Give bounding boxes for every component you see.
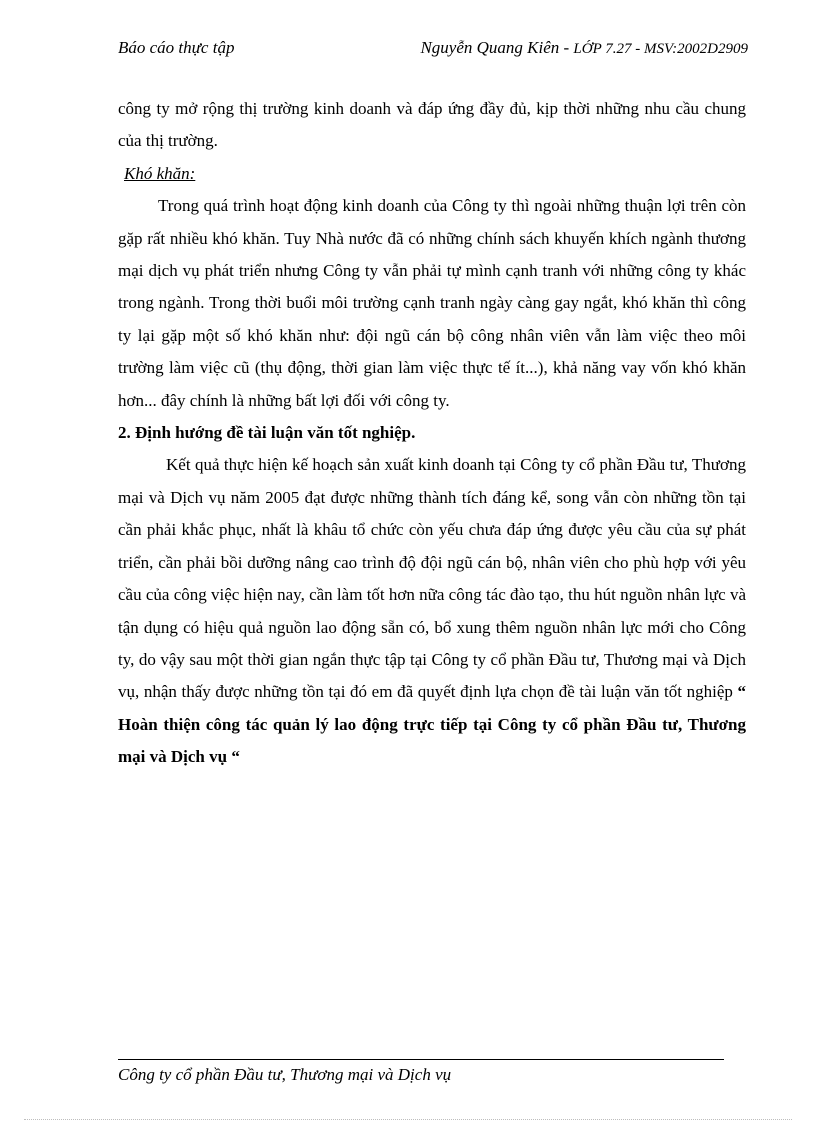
header-author-info	[420, 38, 748, 58]
footer-divider	[118, 1059, 724, 1060]
subheading-difficulties	[118, 158, 746, 190]
header-class-id: LỚP 7.27 - MSV:2002D2909	[573, 41, 748, 57]
paragraph-difficulties: Trong quá trình hoạt động kinh doanh của Công ty thì ngoài những thuận lợi trên còn gặp rất nhiều khó khăn. Tuy Nhà nước đã có những chính sách khuyến khích ngành thương mại dịch vụ phát triển nhưng Công ty vẫn phải tự mình cạnh tranh với những công ty khác trong ngành. Trong thời buổi môi trường cạnh tranh ngày càng gay ngắt, khó khăn thì công ty lại gặp một số khó khăn như: đội ngũ cán bộ công nhân viên vẫn làm việc theo môi trường làm việc cũ (thụ động, thời gian làm việc thực tế ít...), khả năng vay vốn khó khăn hơn... đây chính là những bất lợi đối với công ty.	[118, 196, 746, 410]
paragraph-continuation: công ty mở rộng thị trường kinh doanh và đáp ứng đầy đủ, kịp thời những nhu cầu chung của thị trường.	[118, 99, 746, 151]
section-heading-2: 2. Định hướng đề tài luận văn tốt nghiệp.	[118, 423, 416, 443]
page-header	[118, 38, 748, 64]
subheading-difficulties-text: Khó khăn:	[124, 163, 196, 183]
page-footer: Công ty cổ phần Đầu tư, Thương mại và Dịch vụ	[118, 1065, 452, 1084]
thesis-title: “ Hoàn thiện công tác quản lý lao động trực tiếp tại Công ty cổ phần Đầu tư, Thương mại và Dịch vụ “	[118, 682, 746, 767]
paragraph-thesis-text: Kết quả thực hiện kế hoạch sản xuất kinh doanh tại Công ty cổ phần Đầu tư, Thương mại và Dịch vụ năm 2005 đạt được những thành tích đáng kể, song vẫn còn những tồn tại cần phải khắc phục, nhất là khâu tổ chức còn yếu chưa đáp ứng được yêu cầu của sự phát triển, cần phải bồi dưỡng nâng cao trình độ đội ngũ cán bộ, nhân viên cho phù hợp với yêu cầu của công việc hiện nay, cần làm tốt hơn nữa công tác đào tạo, thu hút nguồn nhân lực và tận dụng có hiệu quả nguồn lao động sẵn có, bổ xung thêm nguồn nhân lực mới cho Công ty, do vậy sau một thời gian ngắn thực tập tại Công ty cổ phần Đầu tư, Thương mại và Dịch vụ, nhận thấy được những tồn tại đó em đã quyết định lựa chọn đề tài luận văn tốt nghiệp	[118, 455, 746, 702]
page-bottom-edge	[24, 1119, 792, 1120]
header-report-title: Báo cáo thực tập	[118, 38, 235, 57]
document-body	[118, 93, 746, 774]
header-author-name: Nguyễn Quang Kiên -	[420, 38, 574, 57]
paragraph-thesis-orientation	[118, 449, 746, 773]
